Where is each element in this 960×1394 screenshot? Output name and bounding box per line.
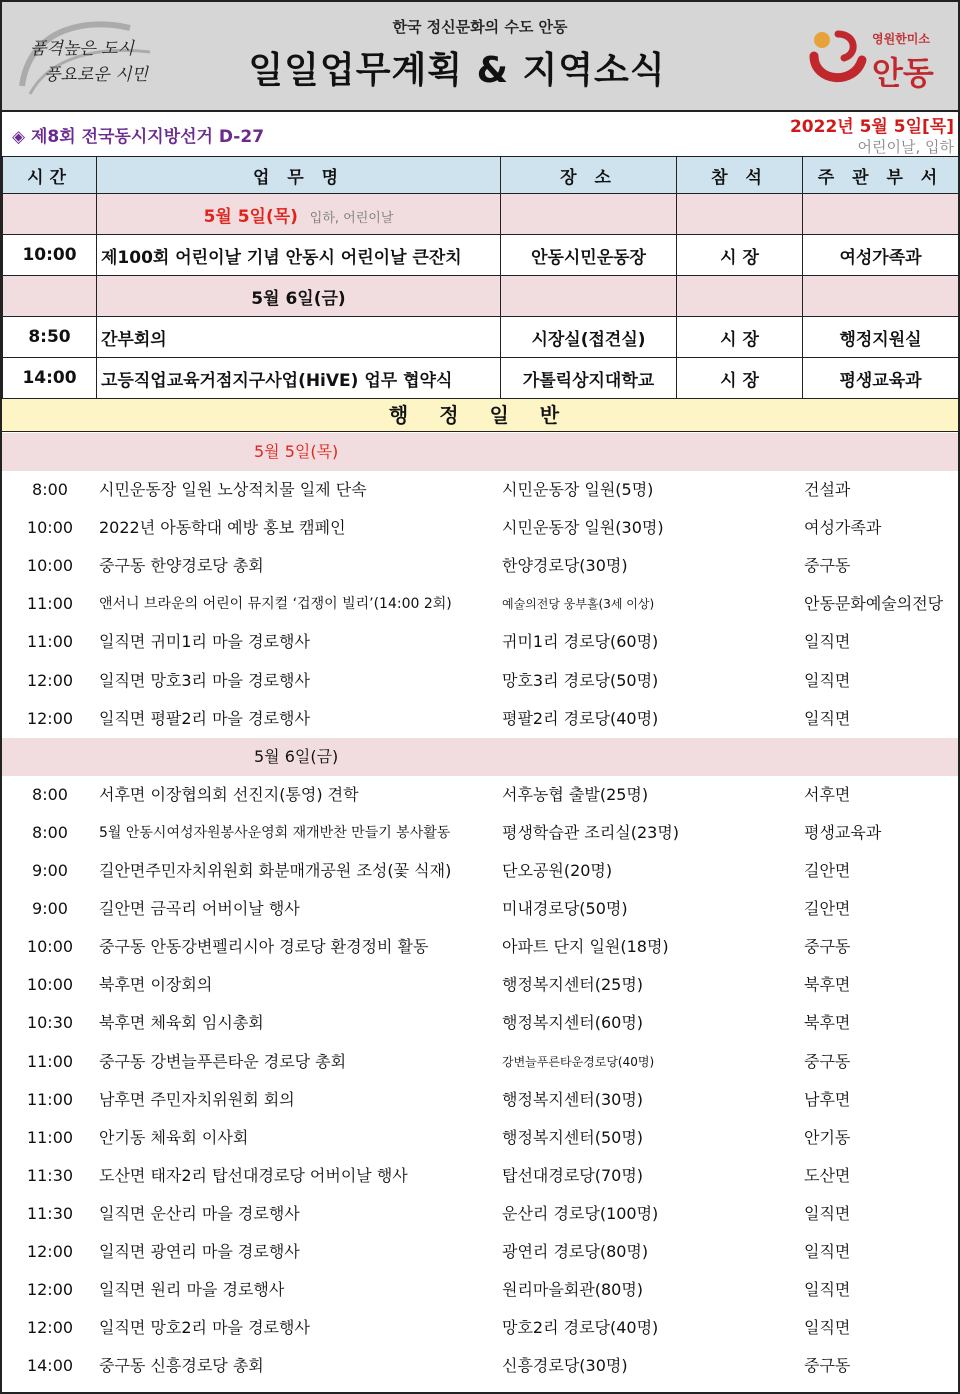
item-name: 도산면 태자2리 탑선대경로당 어버이날 행사 bbox=[99, 1165, 408, 1185]
item-place: 운산리 경로당(100명) bbox=[502, 1203, 659, 1223]
item-name: 북후면 체육회 임시총회 bbox=[99, 1013, 264, 1033]
item-time: 11:00 bbox=[26, 632, 74, 652]
item-place: 행정복지센터(25명) bbox=[502, 975, 644, 995]
item-name: 시민운동장 일원 노상적치물 일제 단속 bbox=[99, 480, 367, 500]
item-place: 망호3리 경로당(50명) bbox=[502, 670, 659, 690]
item-dept: 서후면 bbox=[804, 784, 851, 804]
list-item bbox=[2, 966, 958, 1004]
day-label: 5월 6일(금) bbox=[254, 746, 339, 766]
item-dept: 길안면 bbox=[804, 899, 851, 919]
item-name: 일직면 망호3리 마을 경로행사 bbox=[99, 670, 310, 690]
row-attend: 시 장 bbox=[677, 235, 803, 276]
item-place: 신흥경로당(30명) bbox=[502, 1356, 628, 1376]
item-name: 중구동 신흥경로당 총회 bbox=[99, 1356, 264, 1376]
day-divider bbox=[2, 738, 958, 776]
logo-tagline: 영원한미소 bbox=[872, 32, 930, 46]
item-dept: 도산면 bbox=[804, 1165, 851, 1185]
item-time: 12:00 bbox=[26, 1318, 74, 1338]
item-place: 평팔2리 경로당(40명) bbox=[502, 708, 659, 728]
list-item bbox=[2, 1157, 958, 1195]
item-time: 10:30 bbox=[26, 1013, 74, 1033]
item-dept: 북후면 bbox=[804, 975, 851, 995]
row-time: 10:00 bbox=[3, 235, 97, 276]
day-label: 5월 5일(목) bbox=[254, 442, 339, 461]
row-dept: 행정지원실 bbox=[803, 317, 959, 358]
row-attend: 시 장 bbox=[677, 358, 803, 399]
item-dept: 일직면 bbox=[804, 1241, 851, 1261]
list-item bbox=[2, 1043, 958, 1081]
header-attend: 참 석 bbox=[677, 157, 803, 194]
list-item bbox=[2, 1271, 958, 1309]
row-place: 안동시민운동장 bbox=[501, 235, 677, 276]
item-place: 원리마을회관(80명) bbox=[502, 1280, 644, 1300]
day-label: 5월 6일(금) bbox=[97, 276, 501, 317]
slogan-line-1: 품격높은 도시 bbox=[30, 39, 134, 59]
item-time: 10:00 bbox=[26, 518, 74, 538]
item-time: 11:00 bbox=[26, 1051, 74, 1071]
row-attend: 시 장 bbox=[677, 317, 803, 358]
item-name: 길안면 금곡리 어버이날 행사 bbox=[99, 899, 300, 919]
item-time: 10:00 bbox=[26, 975, 74, 995]
item-name: 일직면 평팔2리 마을 경로행사 bbox=[99, 708, 310, 728]
item-dept: 일직면 bbox=[804, 1318, 851, 1338]
item-name: 안기동 체육회 이사회 bbox=[99, 1127, 249, 1147]
row-time: 14:00 bbox=[3, 358, 97, 399]
item-place: 아파트 단지 일원(18명) bbox=[502, 937, 669, 957]
item-dept: 일직면 bbox=[804, 708, 851, 728]
item-place: 귀미1리 경로당(60명) bbox=[502, 632, 659, 652]
item-dept: 중구동 bbox=[804, 1356, 851, 1376]
item-name: 일직면 운산리 마을 경로행사 bbox=[99, 1203, 300, 1223]
list-item bbox=[2, 623, 958, 661]
day-row-1 bbox=[3, 194, 959, 235]
item-dept: 안기동 bbox=[804, 1127, 851, 1147]
item-name: 일직면 귀미1리 마을 경로행사 bbox=[99, 632, 310, 652]
list-item bbox=[2, 662, 958, 700]
item-name: 중구동 한양경로당 총회 bbox=[99, 556, 264, 576]
subtitle: 한국 정신문화의 수도 안동 bbox=[392, 18, 568, 36]
item-time: 12:00 bbox=[26, 1241, 74, 1261]
item-dept: 일직면 bbox=[804, 1203, 851, 1223]
item-time: 8:00 bbox=[32, 822, 68, 842]
list-item bbox=[2, 1195, 958, 1233]
list-item bbox=[2, 700, 958, 738]
item-dept: 중구동 bbox=[804, 556, 851, 576]
row-task: 간부회의 bbox=[97, 317, 501, 358]
item-dept: 일직면 bbox=[804, 632, 851, 652]
item-time: 10:00 bbox=[26, 556, 74, 576]
election-countdown: ◈ 제8회 전국동시지방선거 D-27 bbox=[12, 127, 265, 147]
item-place: 단오공원(20명) bbox=[502, 861, 613, 881]
table-header-row bbox=[3, 157, 959, 194]
item-time: 11:00 bbox=[26, 1089, 74, 1109]
row-time: 8:50 bbox=[3, 317, 97, 358]
list-item bbox=[2, 585, 958, 623]
item-time: 10:00 bbox=[26, 937, 74, 957]
holiday-note: 어린이날, 입하 bbox=[857, 138, 954, 156]
item-place: 평생학습관 조리실(23명) bbox=[502, 822, 680, 842]
list-item bbox=[2, 814, 958, 852]
item-time: 14:00 bbox=[26, 1356, 74, 1376]
item-time: 12:00 bbox=[26, 708, 74, 728]
andong-logo bbox=[808, 24, 948, 94]
item-name: 일직면 망호2리 마을 경로행사 bbox=[99, 1318, 310, 1338]
table-row bbox=[3, 358, 959, 399]
list-item bbox=[2, 1081, 958, 1119]
item-time: 12:00 bbox=[26, 1280, 74, 1300]
item-time: 11:00 bbox=[26, 594, 74, 614]
item-dept: 북후면 bbox=[804, 1013, 851, 1033]
item-dept: 중구동 bbox=[804, 937, 851, 957]
list-item bbox=[2, 509, 958, 547]
item-name: 남후면 주민자치위원회 회의 bbox=[99, 1089, 295, 1109]
list-item bbox=[2, 471, 958, 509]
item-dept: 일직면 bbox=[804, 1280, 851, 1300]
item-name: 중구동 안동강변펠리시아 경로당 환경정비 활동 bbox=[99, 937, 429, 957]
section-title-general: 행 정 일 반 bbox=[2, 398, 958, 432]
item-time: 11:30 bbox=[26, 1165, 74, 1185]
table-row bbox=[3, 317, 959, 358]
item-place: 탑선대경로당(70명) bbox=[502, 1165, 644, 1185]
list-item bbox=[2, 1347, 958, 1385]
list-item bbox=[2, 1004, 958, 1042]
schedule-table bbox=[2, 156, 959, 399]
item-time: 8:00 bbox=[32, 784, 68, 804]
item-name: 북후면 이장회의 bbox=[99, 975, 213, 995]
list-item bbox=[2, 1233, 958, 1271]
item-place: 시민운동장 일원(5명) bbox=[502, 480, 654, 500]
item-name: 5월 안동시여성자원봉사운영회 재개반찬 만들기 봉사활동 bbox=[99, 824, 451, 841]
day-label: 5월 5일(목) bbox=[203, 206, 298, 227]
item-dept: 남후면 bbox=[804, 1089, 851, 1109]
slogan-line-2: 풍요로운 시민 bbox=[44, 65, 148, 85]
item-name: 일직면 광연리 마을 경로행사 bbox=[99, 1241, 300, 1261]
row-place: 가톨릭상지대학교 bbox=[501, 358, 677, 399]
item-place: 행정복지센터(60명) bbox=[502, 1013, 644, 1033]
item-dept: 일직면 bbox=[804, 670, 851, 690]
header-dept: 주 관 부 서 bbox=[803, 157, 959, 194]
item-dept: 중구동 bbox=[804, 1051, 851, 1071]
header-time: 시간 bbox=[3, 157, 97, 194]
header-task: 업 무 명 bbox=[97, 157, 501, 194]
item-time: 8:00 bbox=[32, 480, 68, 500]
item-place: 망호2리 경로당(40명) bbox=[502, 1318, 659, 1338]
item-time: 11:30 bbox=[26, 1203, 74, 1223]
item-name: 중구동 강변늘푸른타운 경로당 총회 bbox=[99, 1051, 347, 1071]
item-name: 길안면주민자치위원회 화분매개공원 조성(꽃 식재) bbox=[99, 861, 452, 881]
item-place: 강변늘푸른타운경로당(40명) bbox=[502, 1054, 655, 1069]
item-dept: 여성가족과 bbox=[804, 518, 882, 538]
item-place: 시민운동장 일원(30명) bbox=[502, 518, 664, 538]
item-place: 서후농협 출발(25명) bbox=[502, 784, 649, 804]
logo-name: 안동 bbox=[872, 54, 934, 92]
header-place: 장 소 bbox=[501, 157, 677, 194]
item-dept: 평생교육과 bbox=[804, 822, 882, 842]
item-place: 미내경로당(50명) bbox=[502, 899, 628, 919]
list-item bbox=[2, 1119, 958, 1157]
item-place: 행정복지센터(30명) bbox=[502, 1089, 644, 1109]
item-name: 일직면 원리 마을 경로행사 bbox=[99, 1280, 285, 1300]
item-dept: 안동문화예술의전당 bbox=[804, 594, 944, 614]
item-name: 서후면 이장협의회 선진지(통영) 견학 bbox=[99, 784, 359, 804]
list-item bbox=[2, 547, 958, 585]
report-date: 2022년 5월 5일[목] bbox=[789, 117, 954, 137]
day-row-2 bbox=[3, 276, 959, 317]
list-item bbox=[2, 890, 958, 928]
header bbox=[2, 2, 958, 112]
list-item bbox=[2, 928, 958, 966]
row-task: 고등직업교육거점지구사업(HiVE) 업무 협약식 bbox=[97, 358, 501, 399]
general-list bbox=[2, 433, 958, 1385]
row-task: 제100회 어린이날 기념 안동시 어린이날 큰잔치 bbox=[97, 235, 501, 276]
smile-logo-icon bbox=[808, 26, 868, 90]
item-place: 한양경로당(30명) bbox=[502, 556, 628, 576]
item-dept: 길안면 bbox=[804, 861, 851, 881]
list-item bbox=[2, 776, 958, 814]
item-time: 12:00 bbox=[26, 670, 74, 690]
item-place: 광연리 경로당(80명) bbox=[502, 1241, 649, 1261]
item-time: 11:00 bbox=[26, 1127, 74, 1147]
item-time: 9:00 bbox=[32, 861, 68, 881]
item-place: 예술의전당 웅부홀(3세 이상) bbox=[502, 597, 655, 612]
item-name: 2022년 아동학대 예방 홍보 캠페인 bbox=[99, 518, 346, 538]
row-dept: 여성가족과 bbox=[803, 235, 959, 276]
row-dept: 평생교육과 bbox=[803, 358, 959, 399]
item-dept: 건설과 bbox=[804, 480, 851, 500]
item-time: 9:00 bbox=[32, 899, 68, 919]
page-title: 일일업무계획 & 지역소식 bbox=[248, 50, 666, 91]
item-place: 행정복지센터(50명) bbox=[502, 1127, 644, 1147]
day-divider bbox=[2, 433, 958, 471]
day-note: 입하, 어린이날 bbox=[309, 210, 394, 226]
item-name: 앤서니 브라운의 어린이 뮤지컬 ‘겁쟁이 빌리’(14:00 2회) bbox=[99, 596, 452, 613]
table-row bbox=[3, 235, 959, 276]
list-item bbox=[2, 852, 958, 890]
row-place: 시장실(접견실) bbox=[501, 317, 677, 358]
list-item bbox=[2, 1309, 958, 1347]
